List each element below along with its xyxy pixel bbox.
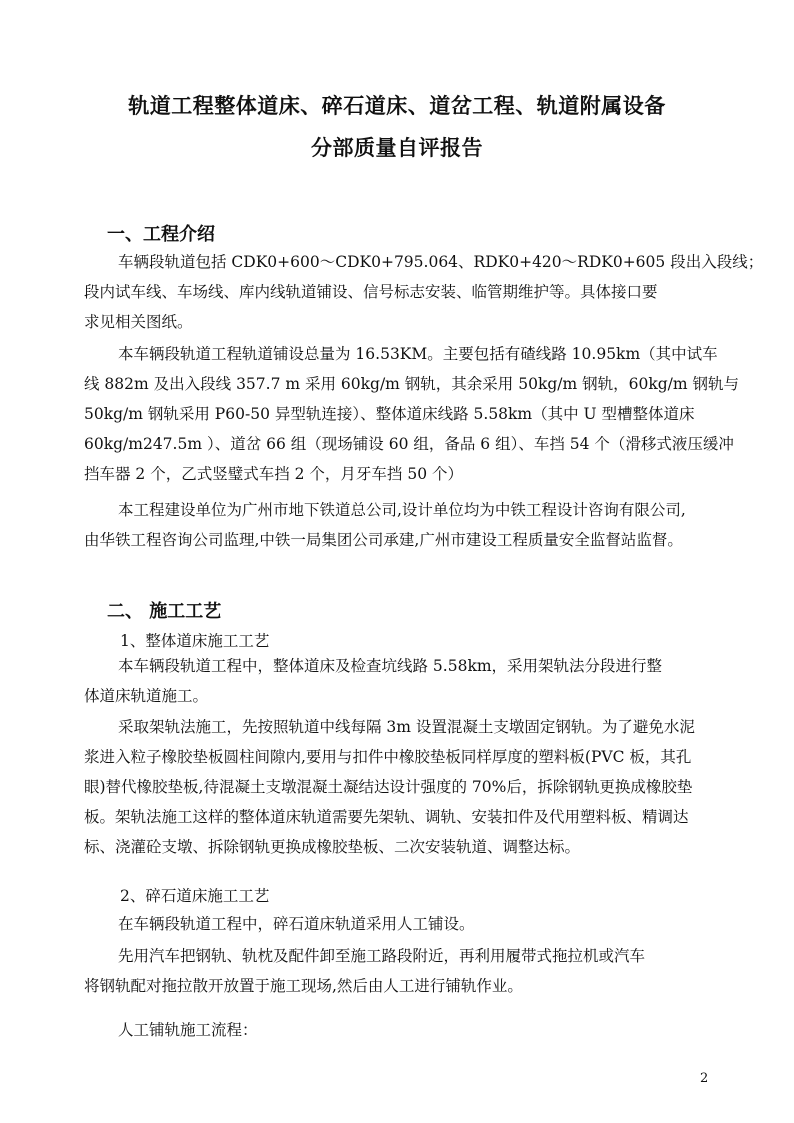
subsection2-heading: 2、碎石道床施工工艺: [120, 887, 270, 905]
section2-heading: 二、 施工工艺: [107, 601, 222, 622]
subsection2-paragraph1: [84, 909, 716, 939]
text-line: 浆进入粒子橡胶垫板圆柱间隙内,要用与扣件中橡胶垫板同样厚度的塑料板(PVC 板，其孔: [84, 748, 692, 766]
page-number: 2: [700, 1071, 709, 1086]
section1-heading: 一、工程介绍: [107, 224, 215, 245]
text-line: 本工程建设单位为广州市地下铁道总公司,设计单位均为中铁工程设计咨询有限公司,: [118, 501, 686, 519]
text-line: 线 882m 及出入段线 357.7 m 采用 60kg/m 钢轨，其余采用 50kg/m 钢轨，60kg/m 钢轨与: [84, 375, 739, 393]
text-line: 60kg/m247.5m ）、道岔 66 组（现场铺设 60 组，备品 6 组）、车挡 54 个（滑移式液压缓冲: [84, 435, 734, 453]
subsection1-paragraph2: [84, 712, 716, 862]
text-line: 由华铁工程咨询公司监理,中铁一局集团公司承建,广州市建设工程质量安全监督站监督。: [84, 531, 683, 549]
text-line: 采取架轨法施工，先按照轨道中线每隔 3m 设置混凝土支墩固定钢轨。为了避免水泥: [118, 718, 695, 736]
text-line: 标、浇灌砼支墩、拆除钢轨更换成橡胶垫板、二次安装轨道、调整达标。: [84, 838, 581, 856]
text-line: 车辆段轨道包括 CDK0+600～CDK0+795.064、RDK0+420～RDK0+605 段出入段线；: [118, 253, 764, 271]
text-line: 将钢轨配对拖拉散开放置于施工现场,然后由人工进行铺轨作业。: [84, 977, 523, 995]
text-line: 段内试车线、车场线、库内线轨道铺设、信号标志安装、临管期维护等。具体接口要: [84, 283, 658, 301]
document-title-line2: 分部质量自评报告: [311, 136, 483, 160]
subsection1-paragraph1: [84, 651, 716, 711]
text-line: 挡车器 2 个，乙式竖璧式车挡 2 个，月牙车挡 50 个）: [84, 465, 464, 483]
text-line: 人工铺轨施工流程：: [118, 1021, 258, 1039]
subsection2-paragraph2: [84, 941, 716, 1001]
subsection2-paragraph3: [84, 1015, 716, 1045]
text-line: 在车辆段轨道工程中，碎石道床轨道采用人工铺设。: [118, 915, 475, 933]
text-line: 本车辆段轨道工程中，整体道床及检查坑线路 5.58km，采用架轨法分段进行整: [118, 657, 663, 675]
section1-paragraph1: [84, 247, 764, 337]
text-line: 板。架轨法施工这样的整体道床轨道需要先架轨、调轨、安装扣件及代用塑料板、精调达: [84, 808, 689, 826]
section1-paragraph2: [84, 339, 739, 489]
text-line: 体道床轨道施工。: [84, 687, 209, 705]
text-line: 眼)替代橡胶垫板,待混凝土支墩混凝土凝结达设计强度的 70%后，拆除钢轨更换成橡胶垫: [84, 778, 693, 796]
subsection1-heading: 1、整体道床施工工艺: [120, 632, 270, 650]
text-line: 本车辆段轨道工程轨道铺设总量为 16.53KM。主要包括有碴线路 10.95km（其中试车: [118, 345, 718, 363]
text-line: 先用汽车把钢轨、轨枕及配件卸至施工路段附近，再利用履带式拖拉机或汽车: [118, 947, 646, 965]
document-title-line1: 轨道工程整体道床、碎石道床、道岔工程、轨道附属设备: [128, 94, 666, 118]
text-line: 求见相关图纸。: [84, 313, 193, 331]
section1-paragraph3: [84, 495, 716, 555]
text-line: 50kg/m 钢轨采用 P60-50 异型轨连接）、整体道床线路 5.58km（其中 U 型槽整体道床: [84, 405, 695, 423]
